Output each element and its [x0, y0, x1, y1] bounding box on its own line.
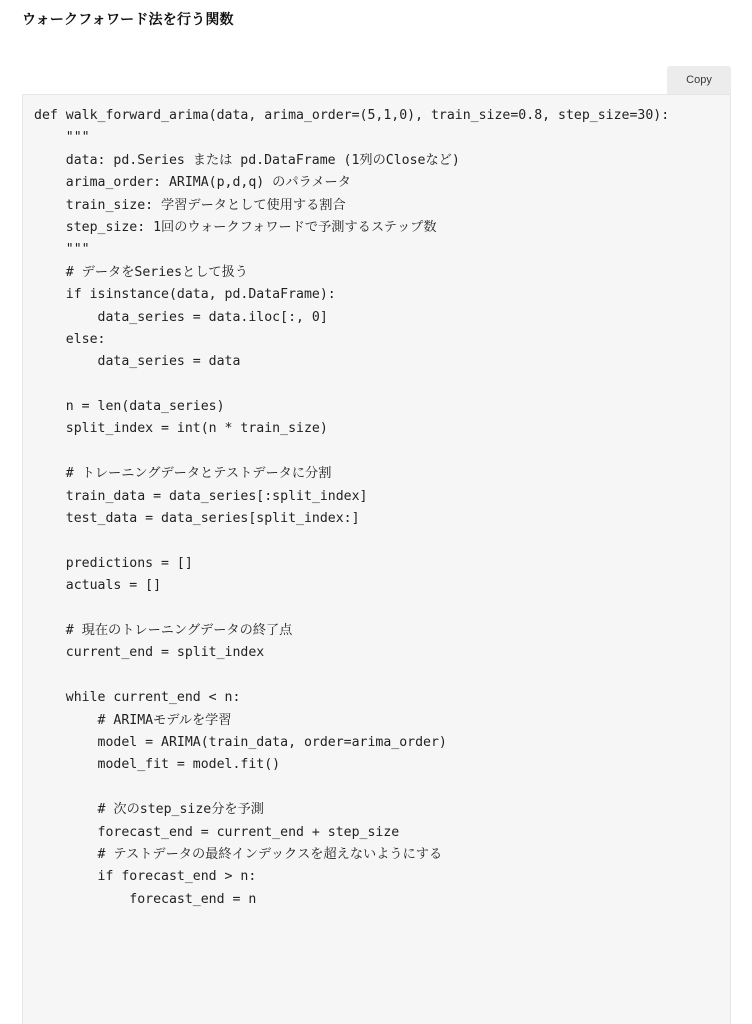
code-line: test_data = data_series[split_index:] [34, 511, 360, 527]
code-line: if forecast_end > n: [34, 869, 257, 885]
code-line: current_end = split_index [34, 645, 265, 661]
code-line: # ARIMAモデルを学習 [34, 712, 232, 728]
code-line [34, 598, 730, 620]
code-line [34, 665, 730, 687]
code-block[interactable] [22, 94, 731, 1024]
code-line: n = len(data_series) [34, 399, 225, 415]
code-line: data_series = data.iloc[:, 0] [34, 309, 328, 325]
code-line: predictions = [] [34, 555, 193, 571]
code-line: forecast_end = n [34, 891, 257, 907]
code-line [34, 777, 730, 799]
code-line: forecast_end = current_end + step_size [34, 824, 400, 840]
code-line: data_series = data [34, 354, 241, 370]
code-line: # トレーニングデータとテストデータに分割 [34, 466, 332, 482]
code-line: data: pd.Series または pd.DataFrame (1列のCloseなど) [34, 152, 460, 168]
code-header [22, 66, 731, 94]
code-line: split_index = int(n * train_size) [34, 421, 328, 437]
code-line [34, 441, 730, 463]
code-line [34, 374, 730, 396]
code-line: # テストデータの最終インデックスを超えないようにする [34, 846, 443, 862]
code-line: """ [34, 130, 90, 146]
code-line: if isinstance(data, pd.DataFrame): [34, 287, 336, 303]
code-line: """ [34, 242, 90, 258]
section-heading: ウォークフォワード法を行う関数 [22, 12, 234, 28]
copy-button[interactable]: Copy [667, 66, 731, 94]
code-snippet [22, 66, 731, 1024]
code-line: # 次のstep_size分を予測 [34, 802, 264, 818]
code-line: # データをSeriesとして扱う [34, 264, 248, 280]
code-line: while current_end < n: [34, 690, 241, 706]
code-line: # 現在のトレーニングデータの終了点 [34, 622, 293, 638]
code-line: train_data = data_series[:split_index] [34, 488, 368, 504]
code-line: step_size: 1回のウォークフォワードで予測するステップ数 [34, 219, 437, 235]
code-line: arima_order: ARIMA(p,d,q) のパラメータ [34, 175, 351, 191]
code-line: model_fit = model.fit() [34, 757, 281, 773]
code-line: else: [34, 331, 106, 347]
code-line [34, 530, 730, 552]
code-line: actuals = [] [34, 578, 162, 594]
code-line: train_size: 学習データとして使用する割合 [34, 197, 346, 213]
code-line: model = ARIMA(train_data, order=arima_order) [34, 734, 447, 750]
code-content [23, 95, 730, 911]
code-line: def walk_forward_arima(data, arima_order=(5,1,0), train_size=0.8, step_size=30): [34, 108, 670, 123]
